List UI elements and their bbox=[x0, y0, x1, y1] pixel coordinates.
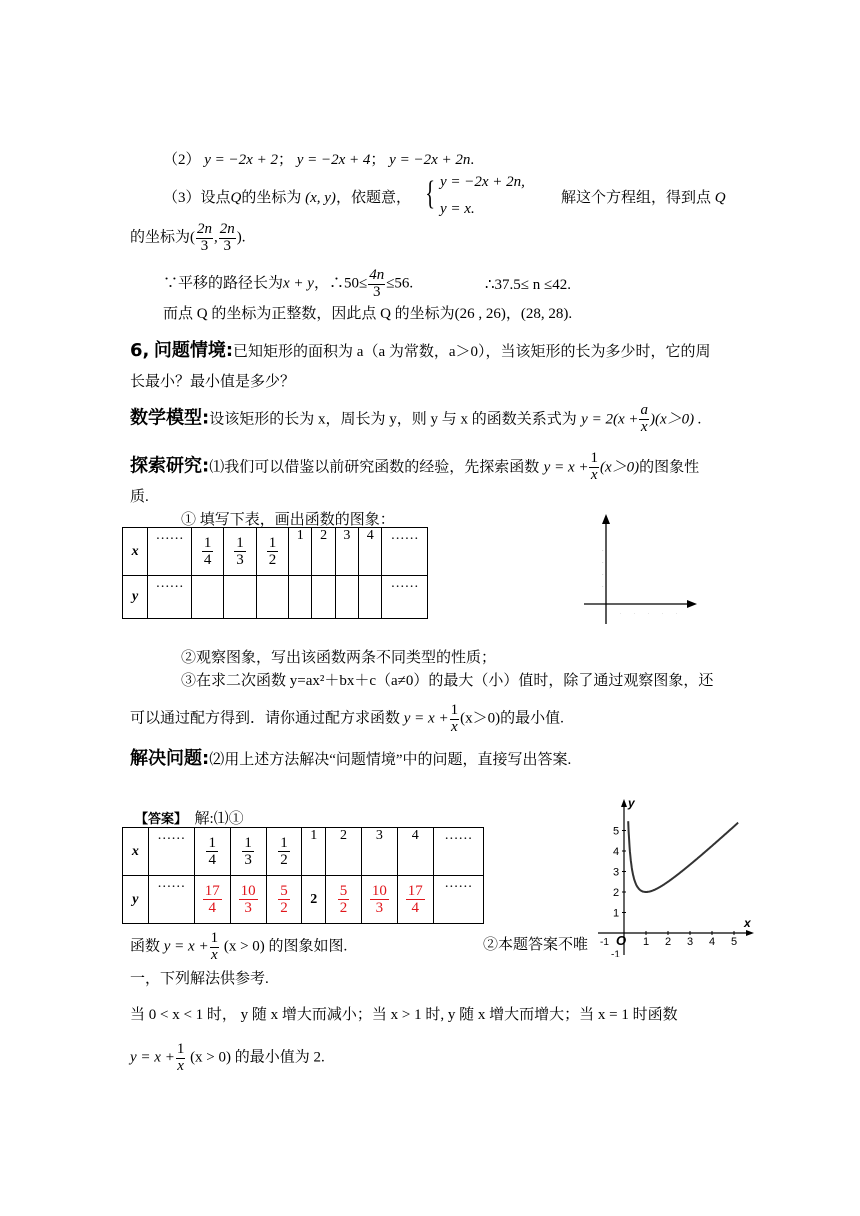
table-cell: 3 bbox=[361, 828, 397, 876]
table-cell bbox=[289, 576, 312, 619]
svg-text:-: - bbox=[602, 584, 604, 589]
x-axis-arrow bbox=[687, 600, 697, 608]
table-y-header: y bbox=[123, 576, 148, 619]
explore-section: 探索研究:⑴我们可以借鉴以前研究函数的经验，先探索函数 y = x + $\frac{1}{x}$ (x＞0)的图象性 bbox=[130, 450, 700, 483]
part2-line: （2） y = −2x + 2； y = −2x + 4； y = −2x + 2n. bbox=[163, 152, 475, 168]
part3-coord-line: 的坐标为( $\frac{2n}{3}$ , $\frac{2n}{3}$ ). bbox=[130, 221, 246, 254]
svg-text:-: - bbox=[602, 572, 604, 577]
answer-line2: 一，下列解法供参考. bbox=[130, 971, 269, 987]
y-tick-label: 2 bbox=[613, 887, 620, 899]
x-tick-label: -1 bbox=[600, 937, 609, 948]
answer-line3: 当 0 < x < 1 时， y 随 x 增大而减小；当 x > 1 时, y 随 x 增大而增大；当 x = 1 时函数 bbox=[130, 1007, 678, 1023]
table-cell: $\frac{1}{4}$ bbox=[191, 528, 223, 576]
table-cell bbox=[312, 576, 335, 619]
table-cell: …… bbox=[433, 828, 483, 876]
table-cell: 3 bbox=[335, 528, 358, 576]
table-cell: $\frac{1}{2}$ bbox=[266, 828, 302, 876]
svg-text:-: - bbox=[602, 548, 604, 553]
x-tick-label: 5 bbox=[731, 936, 738, 948]
table-cell: $\frac{5}{2}$ bbox=[326, 876, 362, 924]
table-cell: $\frac{17}{4}$ bbox=[194, 876, 230, 924]
n-range: ∴37.5≤ n ≤42. bbox=[485, 277, 572, 293]
q-coord-conclusion: 而点 Q 的坐标为正整数，因此点 Q 的坐标为(26 , 26)，(28, 28). bbox=[163, 306, 573, 322]
table-cell: $\frac{5}{2}$ bbox=[266, 876, 302, 924]
math-model: 数学模型:设该矩形的长为 x，周长为 y，则 y 与 x 的函数关系式为 y = 2(x + $\frac{a}{x}$ )(x＞0) . bbox=[130, 402, 702, 435]
table-cell bbox=[335, 576, 358, 619]
table-cell: …… bbox=[148, 876, 194, 924]
table-cell: …… bbox=[148, 528, 192, 576]
x-axis-arrow bbox=[746, 930, 754, 936]
explore-line2: 质. bbox=[130, 489, 149, 505]
step3-line2: 可以通过配方得到．请你通过配方求函数 y = x + $\frac{1}{x}$ (x＞0)的最小值. bbox=[130, 702, 564, 735]
faint-ticks bbox=[602, 548, 677, 616]
table-cell: $\frac{1}{4}$ bbox=[194, 828, 230, 876]
table-cell: 2 bbox=[302, 876, 326, 924]
problem-statement: 6, 问题情境:已知矩形的面积为 a（a 为常数，a＞0），当该矩形的长为多少时，它的周 bbox=[130, 340, 711, 361]
table-cell bbox=[359, 576, 382, 619]
origin-label: O bbox=[616, 933, 627, 948]
table-cell: 1 bbox=[289, 528, 312, 576]
value-table-answer bbox=[122, 827, 484, 924]
table-y-header: y bbox=[123, 876, 149, 924]
table-cell: $\frac{10}{3}$ bbox=[230, 876, 266, 924]
table-cell: …… bbox=[382, 576, 428, 619]
table-cell: 1 bbox=[302, 828, 326, 876]
x-axis-label: x bbox=[744, 916, 751, 930]
y-axis-label: y bbox=[628, 796, 635, 810]
table-cell: …… bbox=[433, 876, 483, 924]
table-cell: $\frac{17}{4}$ bbox=[397, 876, 433, 924]
table-cell bbox=[224, 576, 256, 619]
x-tick-label: 1 bbox=[643, 936, 650, 948]
path-length-line: ∵平移的路径长为x + y，∴50≤ $\frac{4n}{3}$ ≤56. bbox=[163, 267, 414, 300]
y-axis-arrow bbox=[602, 514, 610, 524]
svg-text:·: · bbox=[662, 611, 664, 616]
part3-line: （3）设点Q的坐标为 (x, y)，依题意， bbox=[163, 190, 411, 206]
y-tick-label: 1 bbox=[613, 907, 620, 920]
svg-text:·: · bbox=[676, 611, 678, 616]
table-x-header: x bbox=[123, 828, 149, 876]
table-cell: $\frac{1}{3}$ bbox=[230, 828, 266, 876]
table-x-header: x bbox=[123, 528, 148, 576]
graph-caption: 函数 y = x + $\frac{1}{x}$ (x > 0) 的图象如图. bbox=[130, 930, 348, 963]
svg-text:·: · bbox=[634, 611, 636, 616]
answer-heading: 【答案】 解:⑴① bbox=[135, 811, 244, 827]
step2-text: ②观察图象，写出该函数两条不同类型的性质； bbox=[181, 650, 497, 666]
empty-axes-figure bbox=[580, 512, 700, 627]
table-cell: 2 bbox=[326, 828, 362, 876]
table-cell: 2 bbox=[312, 528, 335, 576]
table-cell: $\frac{10}{3}$ bbox=[361, 876, 397, 924]
x-tick-label: 4 bbox=[709, 936, 716, 948]
function-graph bbox=[594, 795, 756, 957]
table-cell: 4 bbox=[359, 528, 382, 576]
y-tick-label: 3 bbox=[613, 866, 620, 879]
answer-min-line: y = x + $\frac{1}{x}$ (x > 0) 的最小值为 2. bbox=[130, 1041, 325, 1074]
y-tick-label: 4 bbox=[613, 846, 620, 858]
table-cell: 4 bbox=[397, 828, 433, 876]
svg-text:-: - bbox=[602, 560, 604, 565]
problem-statement-line2: 长最小？最小值是多少？ bbox=[130, 374, 296, 390]
table-cell: …… bbox=[148, 828, 194, 876]
table-cell bbox=[191, 576, 223, 619]
table-cell: …… bbox=[148, 576, 192, 619]
y-tick-label: -1 bbox=[611, 949, 620, 957]
table-cell: …… bbox=[382, 528, 428, 576]
value-table-empty bbox=[122, 527, 428, 619]
x-tick-label: 2 bbox=[665, 936, 672, 948]
step3-text: ③在求二次函数 y=ax²＋bx＋c（a≠0）的最大（小）值时，除了通过观察图象，还 bbox=[181, 673, 714, 689]
step1-text: ① 填写下表，画出函数的图象： bbox=[181, 512, 395, 528]
answer-note: ②本题答案不唯 bbox=[483, 937, 589, 953]
table-cell bbox=[256, 576, 288, 619]
solve-section: 解决问题:⑵用上述方法解决“问题情境”中的问题，直接写出答案. bbox=[130, 748, 572, 769]
brace-symbol: { bbox=[425, 175, 436, 212]
curve-series-line bbox=[628, 821, 738, 892]
y-tick-label: 5 bbox=[613, 825, 620, 838]
svg-text:·: · bbox=[620, 611, 622, 616]
y-axis-arrow bbox=[621, 799, 627, 807]
part3-tail: 解这个方程组，得到点 Q bbox=[561, 190, 726, 206]
svg-text:·: · bbox=[648, 611, 650, 616]
table-cell: $\frac{1}{3}$ bbox=[224, 528, 256, 576]
x-tick-label: 3 bbox=[687, 936, 694, 948]
table-cell: $\frac{1}{2}$ bbox=[256, 528, 288, 576]
